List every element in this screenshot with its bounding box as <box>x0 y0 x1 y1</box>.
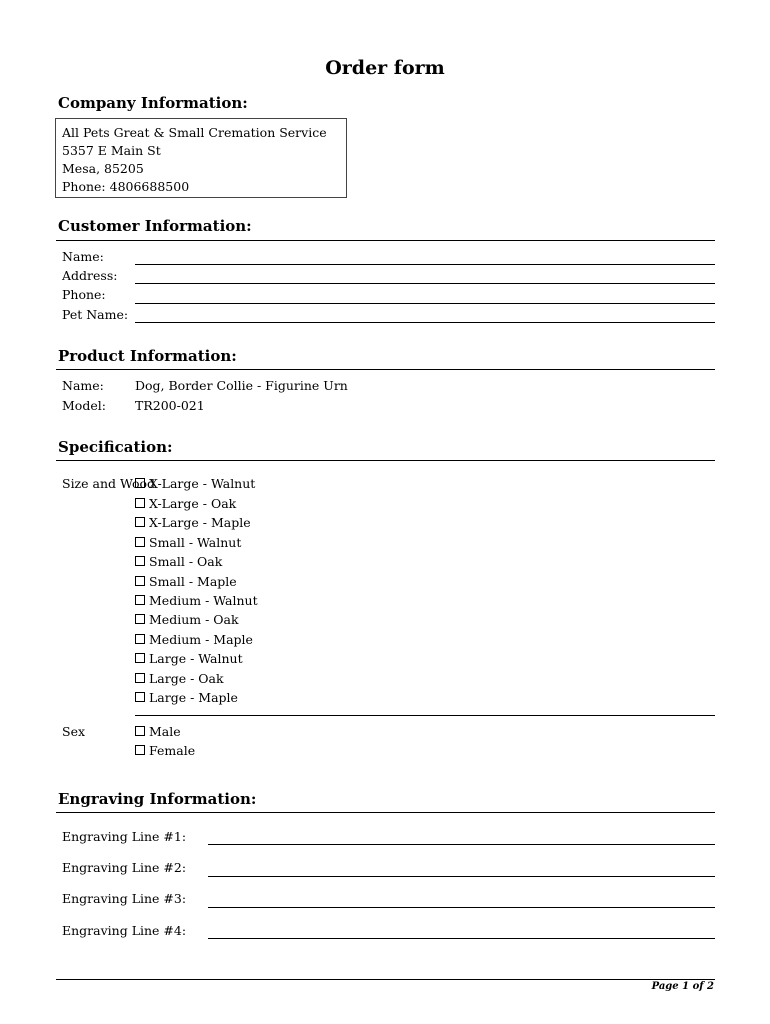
engraving-line-2-field[interactable] <box>208 876 715 877</box>
customer-name-field[interactable] <box>135 264 715 265</box>
customer-petname-field[interactable] <box>135 322 715 323</box>
size-option-xlarge-maple[interactable] <box>135 514 251 530</box>
size-option-small-oak[interactable] <box>135 553 222 569</box>
engraving-divider <box>56 812 715 813</box>
engraving-line-4-field[interactable] <box>208 938 715 939</box>
engraving-line-1-label: Engraving Line #1: <box>62 829 187 844</box>
engraving-line-1-field[interactable] <box>208 844 715 845</box>
page-title: Order form <box>325 57 445 79</box>
checkbox[interactable] <box>135 595 145 605</box>
customer-phone-field[interactable] <box>135 303 715 304</box>
option-label: Small - Oak <box>149 553 223 569</box>
customer-address-field[interactable] <box>135 283 715 284</box>
checkbox[interactable] <box>135 576 145 586</box>
product-name-label: Name: <box>62 378 104 393</box>
engraving-line-2-label: Engraving Line #2: <box>62 860 187 875</box>
option-label: Female <box>149 742 196 758</box>
product-model-label: Model: <box>62 398 106 413</box>
sex-label: Sex <box>62 724 86 739</box>
engraving-line-4-label: Engraving Line #4: <box>62 923 187 938</box>
company-city: Mesa, 85205 <box>62 161 144 176</box>
company-street: 5357 E Main St <box>62 143 161 158</box>
option-label: Small - Maple <box>149 573 237 589</box>
size-option-xlarge-walnut[interactable] <box>135 475 255 491</box>
size-option-medium-maple[interactable] <box>135 631 253 647</box>
option-label: Small - Walnut <box>149 534 242 550</box>
size-option-medium-oak[interactable] <box>135 611 239 627</box>
customer-petname-label: Pet Name: <box>62 307 129 322</box>
customer-address-label: Address: <box>62 268 118 283</box>
size-option-medium-walnut[interactable] <box>135 592 258 608</box>
company-section-heading: Company Information: <box>58 94 248 112</box>
checkbox[interactable] <box>135 556 145 566</box>
specification-divider <box>56 460 715 461</box>
size-wood-label: Size and Wood <box>62 476 156 491</box>
option-label: Male <box>149 723 181 739</box>
product-section-heading: Product Information: <box>58 347 237 365</box>
checkbox[interactable] <box>135 498 145 508</box>
option-label: X-Large - Walnut <box>149 475 256 491</box>
option-label: Medium - Oak <box>149 611 239 627</box>
option-label: Large - Walnut <box>149 650 243 666</box>
checkbox[interactable] <box>135 517 145 527</box>
size-option-xlarge-oak[interactable] <box>135 495 236 511</box>
company-info-box <box>55 118 347 198</box>
company-phone: Phone: 4806688500 <box>62 179 190 194</box>
checkbox[interactable] <box>135 634 145 644</box>
checkbox[interactable] <box>135 653 145 663</box>
sex-option-male[interactable] <box>135 723 181 739</box>
size-option-small-maple[interactable] <box>135 573 237 589</box>
customer-phone-label: Phone: <box>62 287 106 302</box>
option-label: X-Large - Maple <box>149 514 251 530</box>
checkbox[interactable] <box>135 614 145 624</box>
page-number: Page 1 of 2 <box>651 981 714 992</box>
product-model-value: TR200-021 <box>135 398 205 413</box>
product-divider <box>56 369 715 370</box>
option-label: Medium - Maple <box>149 631 253 647</box>
size-option-large-oak[interactable] <box>135 670 224 686</box>
engraving-line-3-label: Engraving Line #3: <box>62 891 187 906</box>
option-label: Large - Maple <box>149 689 238 705</box>
checkbox[interactable] <box>135 478 145 488</box>
engraving-line-3-field[interactable] <box>208 907 715 908</box>
checkbox[interactable] <box>135 692 145 702</box>
checkbox[interactable] <box>135 745 145 755</box>
customer-section-heading: Customer Information: <box>58 217 252 235</box>
size-option-small-walnut[interactable] <box>135 534 241 550</box>
option-label: Medium - Walnut <box>149 592 258 608</box>
customer-divider <box>56 240 715 241</box>
option-label: Large - Oak <box>149 670 224 686</box>
customer-name-label: Name: <box>62 249 104 264</box>
specification-sub-divider <box>135 715 715 716</box>
size-option-large-walnut[interactable] <box>135 650 243 666</box>
sex-option-female[interactable] <box>135 742 195 758</box>
size-option-large-maple[interactable] <box>135 689 238 705</box>
company-name: All Pets Great & Small Cremation Service <box>62 125 327 140</box>
engraving-section-heading: Engraving Information: <box>58 790 257 808</box>
checkbox[interactable] <box>135 726 145 736</box>
checkbox[interactable] <box>135 537 145 547</box>
checkbox[interactable] <box>135 673 145 683</box>
option-label: X-Large - Oak <box>149 495 237 511</box>
specification-section-heading: Specification: <box>58 438 173 456</box>
footer-divider <box>56 979 715 980</box>
product-name-value: Dog, Border Collie - Figurine Urn <box>135 378 348 393</box>
